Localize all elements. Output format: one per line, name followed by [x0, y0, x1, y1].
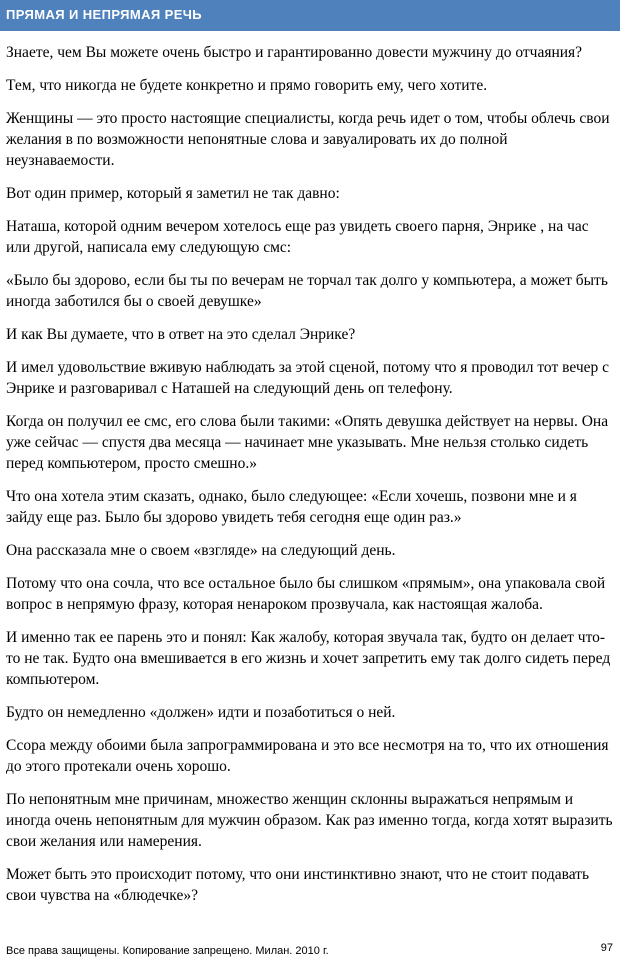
- paragraph: «Было бы здорово, если бы ты по вечерам не торчал так долго у компьютера, а может быть иногда заботился бы о своей девушке»: [6, 272, 608, 310]
- paragraph: Наташа, которой одним вечером хотелось еще раз увидеть своего парня, Энрике , на час или другой, написала ему следующую смс:: [6, 218, 589, 256]
- paragraph: Она рассказала мне о своем «взгляде» на следующий день.: [6, 542, 396, 559]
- paragraph: Что она хотела этим сказать, однако, было следующее: «Если хочешь, позвони мне и я зайду еще раз. Было бы здорово увидеть тебя сегодня еще один раз.»: [6, 488, 577, 526]
- paragraph: По непонятным мне причинам, множество женщин склонны выражаться непрямым и иногда очень непонятным для мужчин образом. Как раз именно тогда, когда хотят выразить свои желания или намерения.: [6, 791, 613, 850]
- paragraph: Вот один пример, который я заметил не так давно:: [6, 185, 340, 202]
- paragraph: Может быть это происходит потому, что они инстинктивно знают, что не стоит подавать свои чувства на «блюдечке»?: [6, 866, 590, 904]
- paragraph: Будто он немедленно «должен» идти и позаботиться о ней.: [6, 704, 396, 721]
- section-header-bar: [0, 0, 620, 31]
- section-title: ПРЯМАЯ И НЕПРЯМАЯ РЕЧЬ: [6, 7, 203, 22]
- paragraph: И как Вы думаете, что в ответ на это сделал Энрике?: [6, 326, 356, 343]
- paragraph: Ссора между обоими была запрограммирована и это все несмотря на то, что их отношения до этого протекали очень хорошо.: [6, 737, 609, 775]
- paragraph: Потому что она сочла, что все остальное было бы слишком «прямым», она упаковала свой вопрос в непрямую фразу, которая ненароком прозвучала, как настоящая жалоба.: [6, 575, 606, 613]
- paragraph: Женщины — это просто настоящие специалисты, когда речь идет о том, чтобы облечь свои желания в по возможности непонятные слова и завуалировать их до полной неузнаваемости.: [6, 110, 610, 169]
- paragraph: Тем, что никогда не будете конкретно и прямо говорить ему, чего хотите.: [6, 77, 488, 94]
- paragraph: Знаете, чем Вы можете очень быстро и гарантированно довести мужчину до отчаяния?: [6, 44, 583, 61]
- page-body: [6, 42, 616, 918]
- page-number: 97: [600, 942, 613, 954]
- paragraph: Когда он получил ее смс, его слова были такими: «Опять девушка действует на нервы. Она уже сейчас — спустя два месяца — начинает мне указывать. Мне нельзя столько сидеть перед компьютером, просто смешно.»: [6, 413, 609, 472]
- copyright-notice: Все права защищены. Копирование запрещено. Милан. 2010 г.: [6, 945, 329, 957]
- paragraph: И именно так ее парень это и понял: Как жалобу, которая звучала так, будто он делает что-то не так. Будто она вмешивается в его жизнь и хочет запретить ему так долго сидеть перед компьютером.: [6, 629, 611, 688]
- paragraph: И имел удовольствие вживую наблюдать за этой сценой, потому что я проводил тот вечер с Энрике и разговаривал с Наташей на следующий день оп телефону.: [6, 359, 610, 397]
